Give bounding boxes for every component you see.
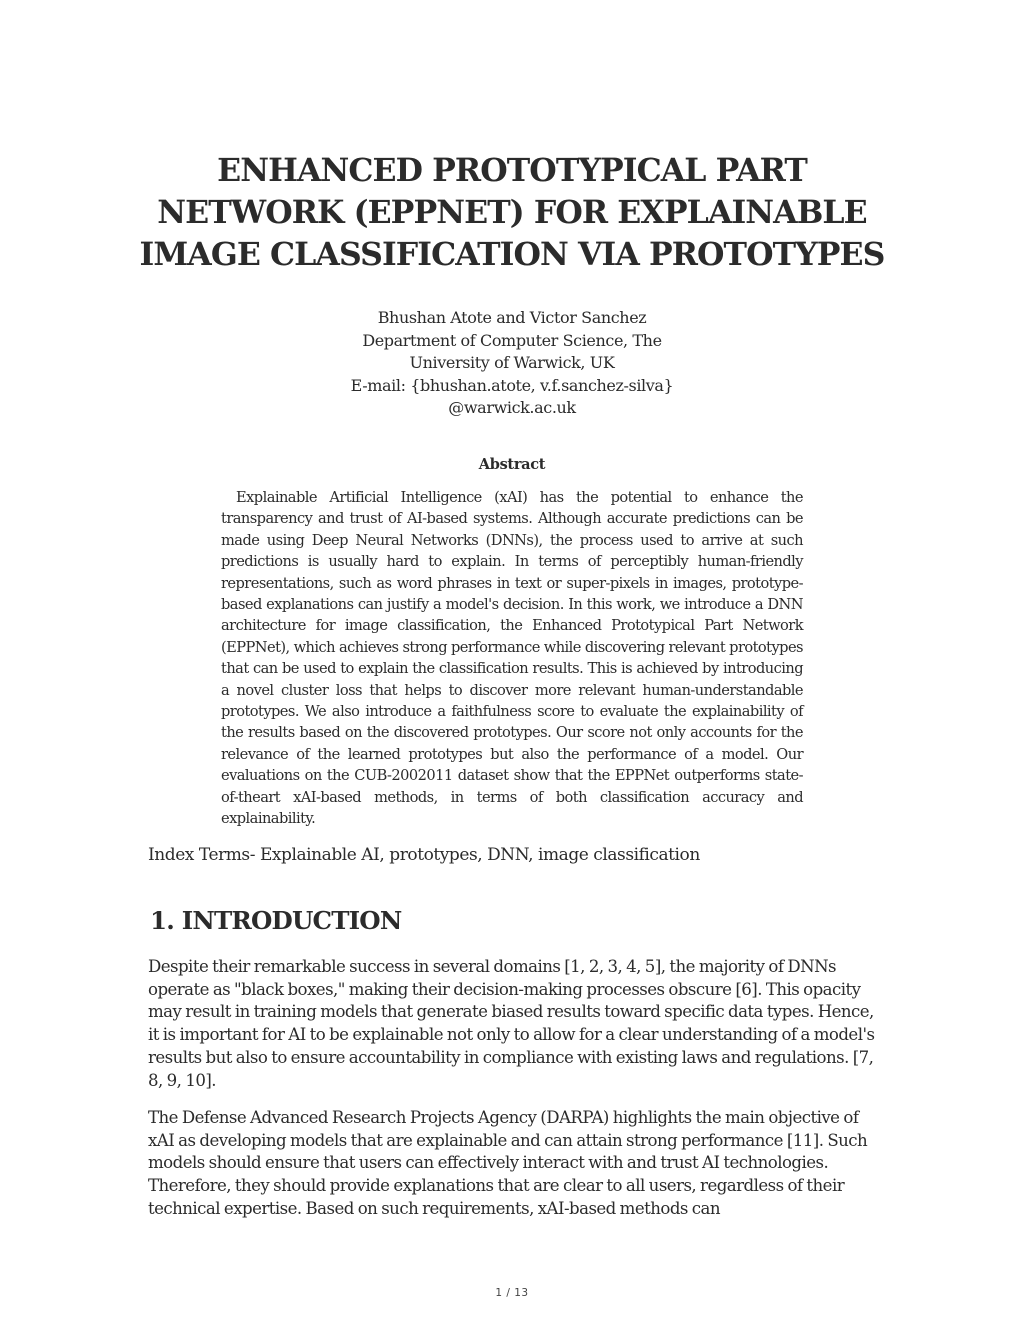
author-names: Bhushan Atote and Victor Sanchez xyxy=(377,308,647,327)
title-line: IMAGE CLASSIFICATION VIA PROTOTYPES xyxy=(139,236,885,273)
author-block xyxy=(262,307,762,420)
author-email: E-mail: {bhushan.atote, v.f.sanchez-silva} xyxy=(350,375,674,395)
author-email: @warwick.ac.uk xyxy=(448,398,576,417)
body-paragraph: Despite their remarkable success in several domains [1, 2, 3, 4, 5], the majority of DNNs operate as "black boxes," making their decision-making processes obscure [6]. This opacity may result in training models that generate biased results toward specific data types. Hence, it is important for AI to be explainable not only to allow for a clear understanding of a model's results but also to ensure accountability in compliance with existing laws and regulations. [7, 8, 9, 10]. xyxy=(148,957,875,1090)
abstract-text: Explainable Artificial Intelligence (xAI) has the potential to enhance the transparency and trust of AI-based systems. Although accurate predictions can be made using Deep Neural Networks (DNNs), the process used to arrive at such predictions is usually hard to explain. In terms of perceptibly human-friendly representations, such as word phrases in text or super-pixels in images, prototype-based explanations can justify a model's decision. In this work, we introduce a DNN architecture for image classification, the Enhanced Prototypical Part Network (EPPNet), which achieves strong performance while discovering relevant prototypes that can be used to explain the classification results. This is achieved by introducing a novel cluster loss that helps to discover more relevant human-understandable prototypes. We also introduce a faithfulness score to evaluate the explainability of the results based on the discovered prototypes. Our score not only accounts for the relevance of the learned prototypes but also the performance of a model. Our evaluations on the CUB-2002011 dataset show that the EPPNet outperforms state-of-theart xAI-based methods, in terms of both classification accuracy and explainability. xyxy=(221,489,803,828)
body-paragraph: The Defense Advanced Research Projects Agency (DARPA) highlights the main objective of xAI as developing models that are explainable and can attain strong performance [11]. Such models should ensure that users can effectively interact with and trust AI technologies. Therefore, they should provide explanations that are clear to all users, regardless of their technical expertise. Based on such requirements, xAI-based methods can xyxy=(148,1108,868,1218)
section-heading: 1. INTRODUCTION xyxy=(150,906,402,935)
author-affiliation: University of Warwick, UK xyxy=(409,353,615,372)
title-line: NETWORK (EPPNET) FOR EXPLAINABLE xyxy=(157,194,867,231)
page-number: 1 / 13 xyxy=(495,1287,529,1299)
paper-title xyxy=(130,150,894,276)
index-terms: Index Terms- Explainable AI, prototypes, DNN, image classification xyxy=(148,845,700,865)
title-line: ENHANCED PROTOTYPICAL PART xyxy=(217,152,807,189)
abstract-heading: Abstract xyxy=(478,456,546,473)
author-affiliation: Department of Computer Science, The xyxy=(362,330,662,350)
